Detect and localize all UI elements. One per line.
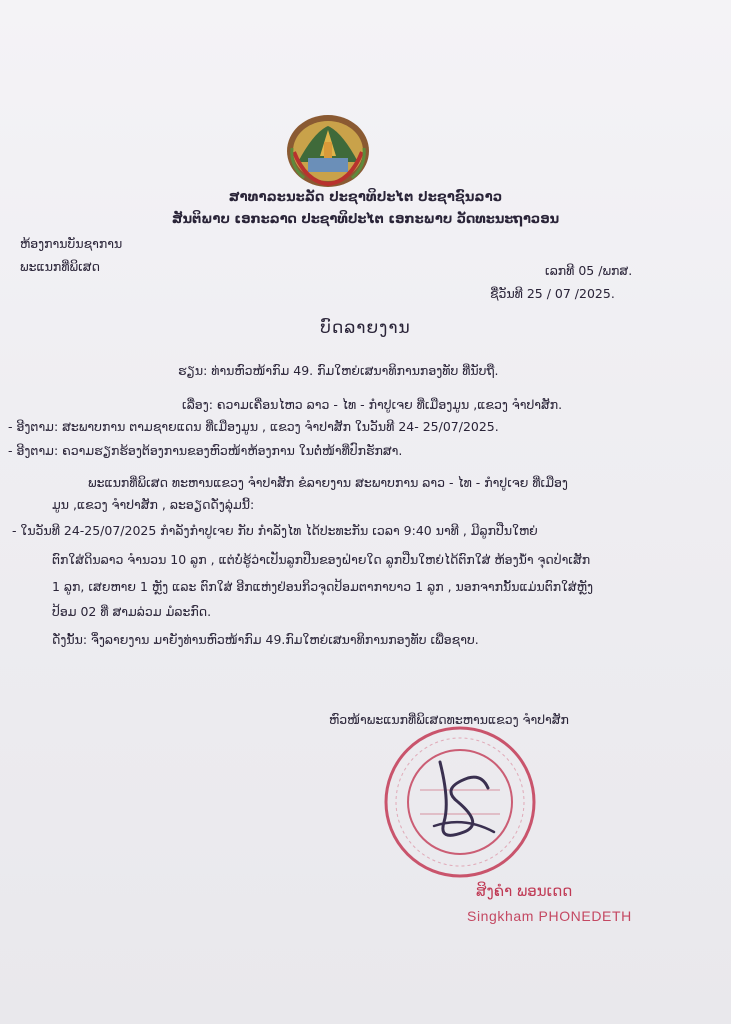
report-bullet-line1: - ໃນວັນທີ 24-25/07/2025 ກຳລັງກຳປູເຈຍ ກັບ ກຳລັງໄທ ໄດ້ປະທະກັນ ເວລາ 9:40 ນາທີ , ມີລູກປືນໃຫຍ່: [12, 523, 538, 538]
intro-paragraph-line1: ພະແນກທີ່ພິເສດ ທະຫານແຂວງ ຈຳປາສັກ ຂໍລາຍງານ ສະພາບການ ລາວ - ໄທ - ກຳປູເຈຍ ທີ່ເມືອງ: [88, 475, 568, 490]
report-bullet-line4: ປ້ອມ 02 ທີ່ ສາມລ່ວມ ມໍລະກົດ.: [52, 604, 212, 619]
national-title-line1: ສາທາລະນະລັດ ປະຊາທິປະໄຕ ປະຊາຊົນລາວ: [228, 190, 503, 205]
signer-name-lao: ສິງຄຳ ພອນເດດ: [476, 882, 573, 900]
intro-paragraph-line2: ມູນ ,ແຂວງ ຈຳປາສັກ , ລະອຽດດັ່ງລຸ່ມນີ້:: [52, 497, 255, 512]
signer-name-roman: Singkham PHONEDETH: [467, 908, 632, 924]
document-date: ຊື່ວັນທີ 25 / 07 /2025.: [490, 286, 615, 301]
addressee-line: ຮຽນ: ທ່ານຫົວໜ້າກົມ 49. ກົມໃຫຍ່ເສນາທິການກອງທັບ ທີ່ນັບຖື.: [178, 363, 499, 378]
report-bullet-line2: ຕົກໃສ່ດິນລາວ ຈຳນວນ 10 ລູກ , ແຕ່ບໍ່ຮູ້ວ່າເປັນລູກປືນຂອງຝ່າຍໃດ ລູກປືນໃຫຍ່ໄດ້ຕົກໃສ່ ຫ້ອງນ້ຳ ຈຸດປ່າເສັກ: [52, 552, 591, 567]
signer-title: ຫົວໜ້າພະແນກທີ່ພິເສດທະຫານແຂວງ ຈຳປາສັກ: [329, 712, 569, 727]
conclusion-line: ດັ່ງນັ້ນ: ຈຶ່ງລາຍງານ ມາຍັງທ່ານຫົວໜ້າກົມ 49.ກົມໃຫຍ່ເສນາທິການກອງທັບ ເພື່ອຊາບ.: [52, 632, 479, 647]
official-stamp-icon: [380, 722, 540, 882]
reference-line-1: - ອີງຕາມ: ສະພາບການ ຕາມຊາຍແດນ ທີ່ເມືອງມູນ , ແຂວງ ຈຳປາສັກ ໃນວັນທີ 24- 25/07/2025.: [8, 419, 499, 434]
document-number: ເລກທີ 05 /ພກສ.: [545, 263, 633, 278]
national-title-line2: ສັນຕິພາບ ເອກະລາດ ປະຊາທິປະໄຕ ເອກະພາບ ວັດທະນະຖາວອນ: [171, 212, 560, 227]
issuing-department: ພະແນກທີ່ພິເສດ: [20, 259, 100, 274]
report-bullet-line3: 1 ລູກ, ເສຍຫາຍ 1 ຫຼັງ ແລະ ຕົກໃສ່ ອີກແຫ່ງຢ່ອນກິວຈຸດປ້ອມຕາກາບາວ 1 ລູກ , ນອກຈາກນັ້ນແມ່ນຕົກໃສ່ຫຼັງ: [52, 579, 593, 594]
lao-national-emblem-icon: [284, 112, 372, 190]
issuing-office: ຫ້ອງການບັນຊາການ: [20, 236, 123, 251]
reference-line-2: - ອີງຕາມ: ຄວາມຮຽກຮ້ອງຕ້ອງການຂອງຫົວໜ້າຫ້ອງການ ໃນຕໍ່ໜ້າທີ່ປົກຮັກສາ.: [8, 443, 403, 458]
subject-line: ເລື່ອງ: ຄວາມເຄື່ອນໄຫວ ລາວ - ໄທ - ກຳປູເຈຍ ທີ່ເມືອງມູນ ,ແຂວງ ຈຳປາສັກ.: [182, 397, 563, 412]
document-title: ບົດລາຍງານ: [320, 318, 411, 338]
